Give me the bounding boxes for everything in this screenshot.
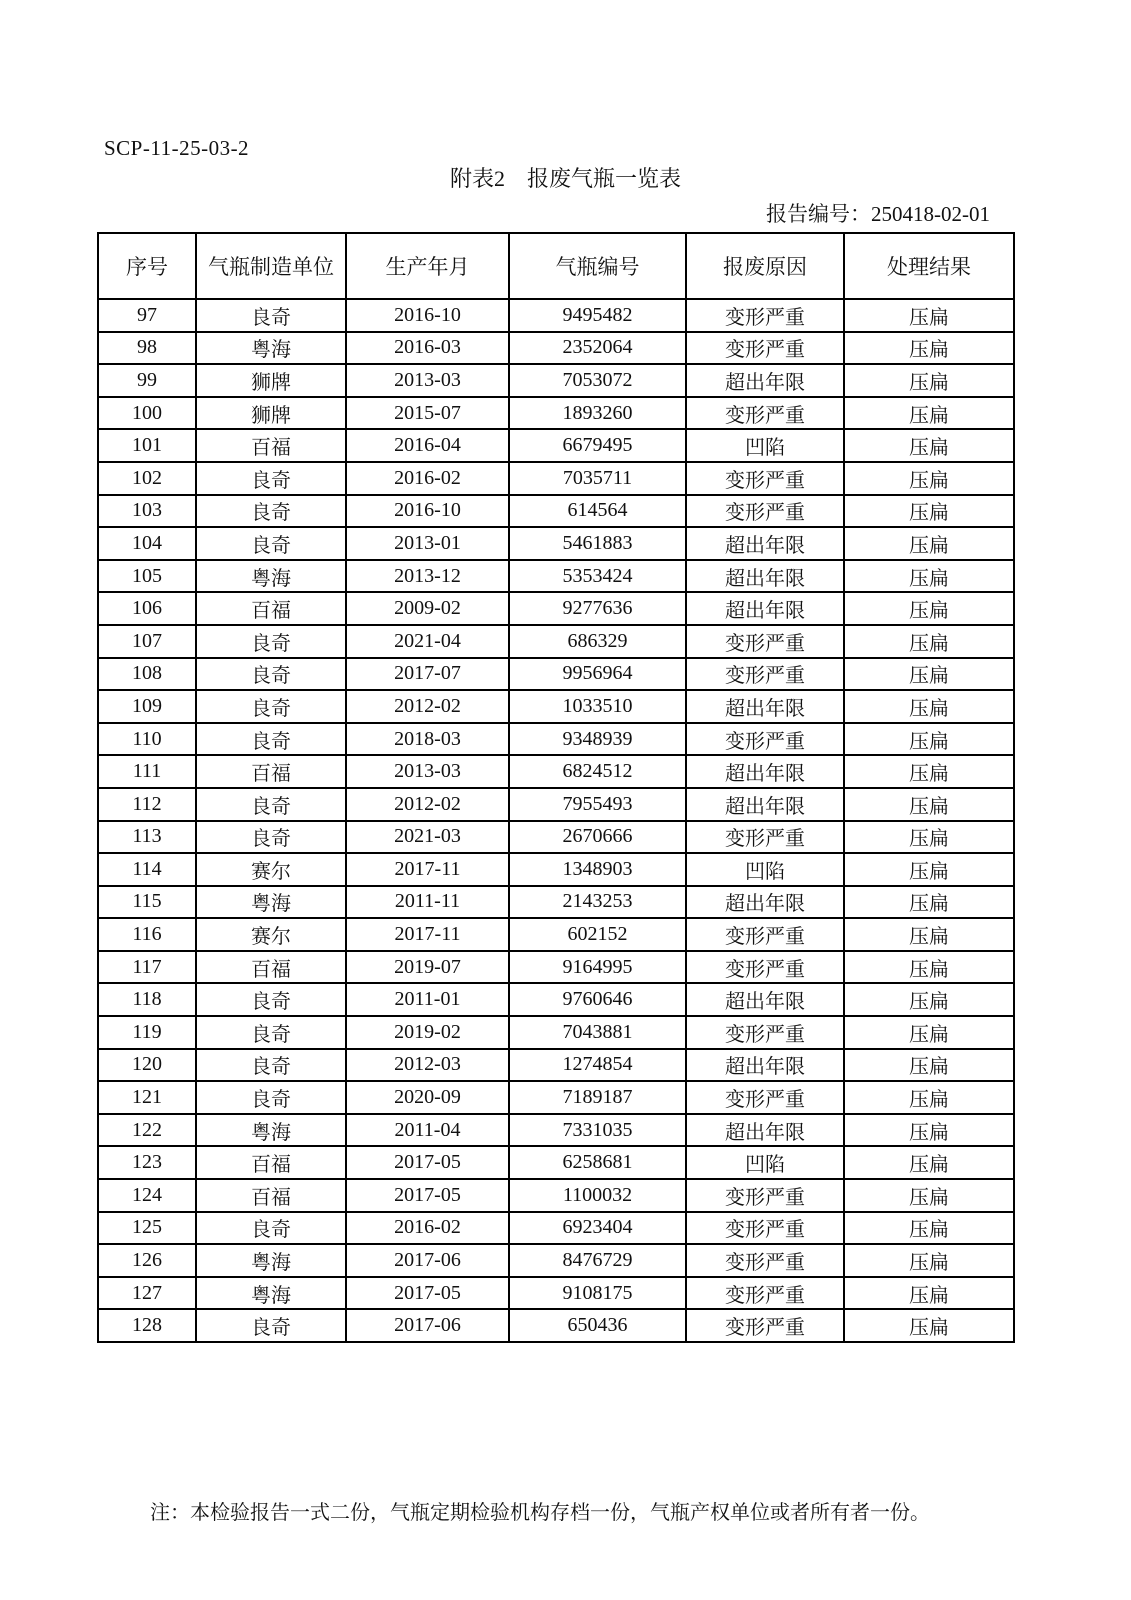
column-header: 序号 (98, 233, 196, 299)
table-cell: 良奇 (196, 983, 346, 1016)
table-cell: 104 (98, 527, 196, 560)
table-cell: 粤海 (196, 1244, 346, 1277)
table-row (98, 755, 1014, 788)
table-cell: 良奇 (196, 495, 346, 528)
table-cell: 9164995 (509, 951, 686, 984)
table-cell: 97 (98, 299, 196, 332)
table-cell: 6824512 (509, 755, 686, 788)
table-cell: 压扁 (844, 592, 1014, 625)
table-cell: 2017-06 (346, 1309, 509, 1342)
table-cell: 127 (98, 1277, 196, 1310)
table-cell: 百福 (196, 1179, 346, 1212)
table-cell: 2011-11 (346, 886, 509, 919)
table-cell: 2670666 (509, 821, 686, 854)
table-cell: 2012-02 (346, 788, 509, 821)
table-cell: 粤海 (196, 560, 346, 593)
table-cell: 压扁 (844, 951, 1014, 984)
table-cell: 良奇 (196, 658, 346, 691)
table-cell: 101 (98, 429, 196, 462)
table-cell: 123 (98, 1146, 196, 1179)
column-header: 气瓶制造单位 (196, 233, 346, 299)
table-cell: 压扁 (844, 821, 1014, 854)
table-cell: 9495482 (509, 299, 686, 332)
table-cell: 110 (98, 723, 196, 756)
table-cell: 7043881 (509, 1016, 686, 1049)
table-cell: 良奇 (196, 788, 346, 821)
table-cell: 压扁 (844, 625, 1014, 658)
table-cell: 超出年限 (686, 592, 844, 625)
report-number-value: 250418-02-01 (871, 202, 990, 226)
table-cell: 变形严重 (686, 1081, 844, 1114)
table-cell: 变形严重 (686, 1244, 844, 1277)
table-cell: 108 (98, 658, 196, 691)
table-cell: 压扁 (844, 918, 1014, 951)
table-cell: 113 (98, 821, 196, 854)
table-cell: 压扁 (844, 1016, 1014, 1049)
table-cell: 2011-04 (346, 1114, 509, 1147)
table-cell: 109 (98, 690, 196, 723)
table-cell: 粤海 (196, 886, 346, 919)
table-cell: 压扁 (844, 1049, 1014, 1082)
table-cell: 超出年限 (686, 1049, 844, 1082)
table-cell: 压扁 (844, 1081, 1014, 1114)
table-cell: 超出年限 (686, 527, 844, 560)
table-cell: 百福 (196, 951, 346, 984)
table-cell: 良奇 (196, 299, 346, 332)
table-cell: 超出年限 (686, 886, 844, 919)
table-cell: 良奇 (196, 821, 346, 854)
table-cell: 2016-10 (346, 299, 509, 332)
table-cell: 2017-05 (346, 1277, 509, 1310)
table-row (98, 886, 1014, 919)
table-cell: 百福 (196, 755, 346, 788)
table-cell: 压扁 (844, 886, 1014, 919)
table-cell: 2017-06 (346, 1244, 509, 1277)
column-header: 气瓶编号 (509, 233, 686, 299)
column-header: 处理结果 (844, 233, 1014, 299)
table-row (98, 592, 1014, 625)
table-cell: 107 (98, 625, 196, 658)
table-cell: 103 (98, 495, 196, 528)
table-cell: 7035711 (509, 462, 686, 495)
table-cell: 114 (98, 853, 196, 886)
table-cell: 压扁 (844, 527, 1014, 560)
table-cell: 狮牌 (196, 364, 346, 397)
table-cell: 2352064 (509, 332, 686, 365)
table-cell: 2016-04 (346, 429, 509, 462)
table-cell: 超出年限 (686, 755, 844, 788)
table-cell: 压扁 (844, 1114, 1014, 1147)
table-row (98, 1016, 1014, 1049)
table-cell: 变形严重 (686, 1277, 844, 1310)
table-row (98, 495, 1014, 528)
table-cell: 百福 (196, 429, 346, 462)
table-row (98, 1146, 1014, 1179)
table-cell: 1274854 (509, 1049, 686, 1082)
table-cell: 5461883 (509, 527, 686, 560)
table-cell: 变形严重 (686, 658, 844, 691)
table-cell: 凹陷 (686, 1146, 844, 1179)
table-cell: 650436 (509, 1309, 686, 1342)
table-cell: 变形严重 (686, 723, 844, 756)
table-cell: 115 (98, 886, 196, 919)
table-cell: 6679495 (509, 429, 686, 462)
table-cell: 变形严重 (686, 462, 844, 495)
table-row (98, 723, 1014, 756)
table-cell: 良奇 (196, 527, 346, 560)
table-cell: 2020-09 (346, 1081, 509, 1114)
table-cell: 98 (98, 332, 196, 365)
table-cell: 2016-03 (346, 332, 509, 365)
table-cell: 赛尔 (196, 853, 346, 886)
table-row (98, 690, 1014, 723)
table-cell: 124 (98, 1179, 196, 1212)
table-cell: 良奇 (196, 625, 346, 658)
table-cell: 变形严重 (686, 332, 844, 365)
table-cell: 狮牌 (196, 397, 346, 430)
table-row (98, 560, 1014, 593)
table-cell: 压扁 (844, 658, 1014, 691)
table-row (98, 1277, 1014, 1310)
table-cell: 变形严重 (686, 1212, 844, 1245)
table-cell: 超出年限 (686, 690, 844, 723)
table-cell: 126 (98, 1244, 196, 1277)
table-cell: 压扁 (844, 788, 1014, 821)
table-cell: 6923404 (509, 1212, 686, 1245)
table-row (98, 429, 1014, 462)
table-row (98, 853, 1014, 886)
table-cell: 2015-07 (346, 397, 509, 430)
table-cell: 2017-11 (346, 918, 509, 951)
table-cell: 变形严重 (686, 951, 844, 984)
scrapped-cylinder-table (97, 232, 1015, 1343)
table-cell: 9348939 (509, 723, 686, 756)
report-number-line (766, 198, 990, 228)
table-cell: 粤海 (196, 1277, 346, 1310)
table-cell: 2019-07 (346, 951, 509, 984)
table-row (98, 788, 1014, 821)
table-cell: 百福 (196, 592, 346, 625)
table-cell: 良奇 (196, 1081, 346, 1114)
table-cell: 1348903 (509, 853, 686, 886)
table-cell: 2021-04 (346, 625, 509, 658)
table-cell: 变形严重 (686, 495, 844, 528)
table-cell: 614564 (509, 495, 686, 528)
table-cell: 超出年限 (686, 1114, 844, 1147)
table-cell: 2017-07 (346, 658, 509, 691)
table-cell: 压扁 (844, 495, 1014, 528)
table-cell: 超出年限 (686, 364, 844, 397)
table-cell: 122 (98, 1114, 196, 1147)
table-row (98, 1244, 1014, 1277)
table-cell: 9108175 (509, 1277, 686, 1310)
table-cell: 良奇 (196, 1016, 346, 1049)
table-cell: 9956964 (509, 658, 686, 691)
table-cell: 105 (98, 560, 196, 593)
table-cell: 压扁 (844, 690, 1014, 723)
table-row (98, 625, 1014, 658)
table-cell: 1893260 (509, 397, 686, 430)
table-row (98, 983, 1014, 1016)
table-cell: 111 (98, 755, 196, 788)
table-cell: 7053072 (509, 364, 686, 397)
table-cell: 121 (98, 1081, 196, 1114)
table-cell: 压扁 (844, 1244, 1014, 1277)
table-cell: 超出年限 (686, 560, 844, 593)
table-cell: 变形严重 (686, 1179, 844, 1212)
table-cell: 602152 (509, 918, 686, 951)
table-cell: 7955493 (509, 788, 686, 821)
table-cell: 压扁 (844, 299, 1014, 332)
column-header: 生产年月 (346, 233, 509, 299)
table-cell: 压扁 (844, 755, 1014, 788)
table-cell: 106 (98, 592, 196, 625)
table-cell: 变形严重 (686, 918, 844, 951)
table-cell: 良奇 (196, 1309, 346, 1342)
table-cell: 7189187 (509, 1081, 686, 1114)
table-cell: 压扁 (844, 1212, 1014, 1245)
table-cell: 变形严重 (686, 299, 844, 332)
table-cell: 压扁 (844, 1146, 1014, 1179)
table-cell: 2009-02 (346, 592, 509, 625)
table-cell: 116 (98, 918, 196, 951)
table-cell: 118 (98, 983, 196, 1016)
table-cell: 2016-10 (346, 495, 509, 528)
table-cell: 压扁 (844, 332, 1014, 365)
table-cell: 2013-03 (346, 364, 509, 397)
table-row (98, 951, 1014, 984)
table-header-row (98, 233, 1014, 299)
table-cell: 变形严重 (686, 397, 844, 430)
table-cell: 变形严重 (686, 1016, 844, 1049)
table-cell: 2143253 (509, 886, 686, 919)
table-cell: 变形严重 (686, 1309, 844, 1342)
table-row (98, 1179, 1014, 1212)
table-cell: 100 (98, 397, 196, 430)
page-title: 附表2 报废气瓶一览表 (449, 166, 681, 191)
table-cell: 良奇 (196, 723, 346, 756)
table-cell: 压扁 (844, 1179, 1014, 1212)
table-cell: 压扁 (844, 1309, 1014, 1342)
table-cell: 压扁 (844, 983, 1014, 1016)
table-cell: 良奇 (196, 1212, 346, 1245)
table-cell: 125 (98, 1212, 196, 1245)
table-cell: 2013-01 (346, 527, 509, 560)
table-body (98, 299, 1014, 1342)
table-cell: 6258681 (509, 1146, 686, 1179)
table-row (98, 364, 1014, 397)
table-row (98, 299, 1014, 332)
table-cell: 119 (98, 1016, 196, 1049)
table-row (98, 658, 1014, 691)
table-cell: 2018-03 (346, 723, 509, 756)
table-cell: 1100032 (509, 1179, 686, 1212)
table-cell: 120 (98, 1049, 196, 1082)
report-number-label: 报告编号： (766, 202, 871, 226)
table-cell: 超出年限 (686, 983, 844, 1016)
table-cell: 变形严重 (686, 625, 844, 658)
table-cell: 赛尔 (196, 918, 346, 951)
table-cell: 百福 (196, 1146, 346, 1179)
table-row (98, 1081, 1014, 1114)
table-cell: 压扁 (844, 853, 1014, 886)
doc-code: SCP-11-25-03-2 (104, 136, 250, 160)
table-cell: 2016-02 (346, 462, 509, 495)
table-row (98, 918, 1014, 951)
table-cell: 99 (98, 364, 196, 397)
table-cell: 2019-02 (346, 1016, 509, 1049)
table-cell: 粤海 (196, 1114, 346, 1147)
table-cell: 686329 (509, 625, 686, 658)
table-cell: 102 (98, 462, 196, 495)
table-cell: 2012-03 (346, 1049, 509, 1082)
table-cell: 2011-01 (346, 983, 509, 1016)
table-row (98, 397, 1014, 430)
table-cell: 粤海 (196, 332, 346, 365)
table-cell: 5353424 (509, 560, 686, 593)
table-cell: 压扁 (844, 397, 1014, 430)
table-cell: 良奇 (196, 690, 346, 723)
table-row (98, 1212, 1014, 1245)
table-cell: 9277636 (509, 592, 686, 625)
table-cell: 压扁 (844, 560, 1014, 593)
table-cell: 2013-12 (346, 560, 509, 593)
table-cell: 9760646 (509, 983, 686, 1016)
table-cell: 2013-03 (346, 755, 509, 788)
table-cell: 112 (98, 788, 196, 821)
table-cell: 117 (98, 951, 196, 984)
footer-note: 注：本检验报告一式二份，气瓶定期检验机构存档一份，气瓶产权单位或者所有者一份。 (150, 1502, 930, 1524)
table-cell: 2016-02 (346, 1212, 509, 1245)
table-cell: 压扁 (844, 462, 1014, 495)
table-cell: 良奇 (196, 462, 346, 495)
table-row (98, 1114, 1014, 1147)
table-row (98, 1309, 1014, 1342)
table-cell: 2017-05 (346, 1146, 509, 1179)
table-cell: 良奇 (196, 1049, 346, 1082)
table-row (98, 1049, 1014, 1082)
table-cell: 凹陷 (686, 853, 844, 886)
table-row (98, 821, 1014, 854)
table-cell: 2021-03 (346, 821, 509, 854)
table-cell: 2012-02 (346, 690, 509, 723)
table-cell: 8476729 (509, 1244, 686, 1277)
table-cell: 2017-05 (346, 1179, 509, 1212)
table-cell: 压扁 (844, 364, 1014, 397)
table-row (98, 527, 1014, 560)
table-cell: 压扁 (844, 429, 1014, 462)
column-header: 报废原因 (686, 233, 844, 299)
table-cell: 2017-11 (346, 853, 509, 886)
table-row (98, 462, 1014, 495)
table-cell: 凹陷 (686, 429, 844, 462)
table-row (98, 332, 1014, 365)
table-cell: 压扁 (844, 1277, 1014, 1310)
table-cell: 7331035 (509, 1114, 686, 1147)
table-cell: 变形严重 (686, 821, 844, 854)
table-cell: 128 (98, 1309, 196, 1342)
table-cell: 1033510 (509, 690, 686, 723)
table-cell: 压扁 (844, 723, 1014, 756)
table-cell: 超出年限 (686, 788, 844, 821)
